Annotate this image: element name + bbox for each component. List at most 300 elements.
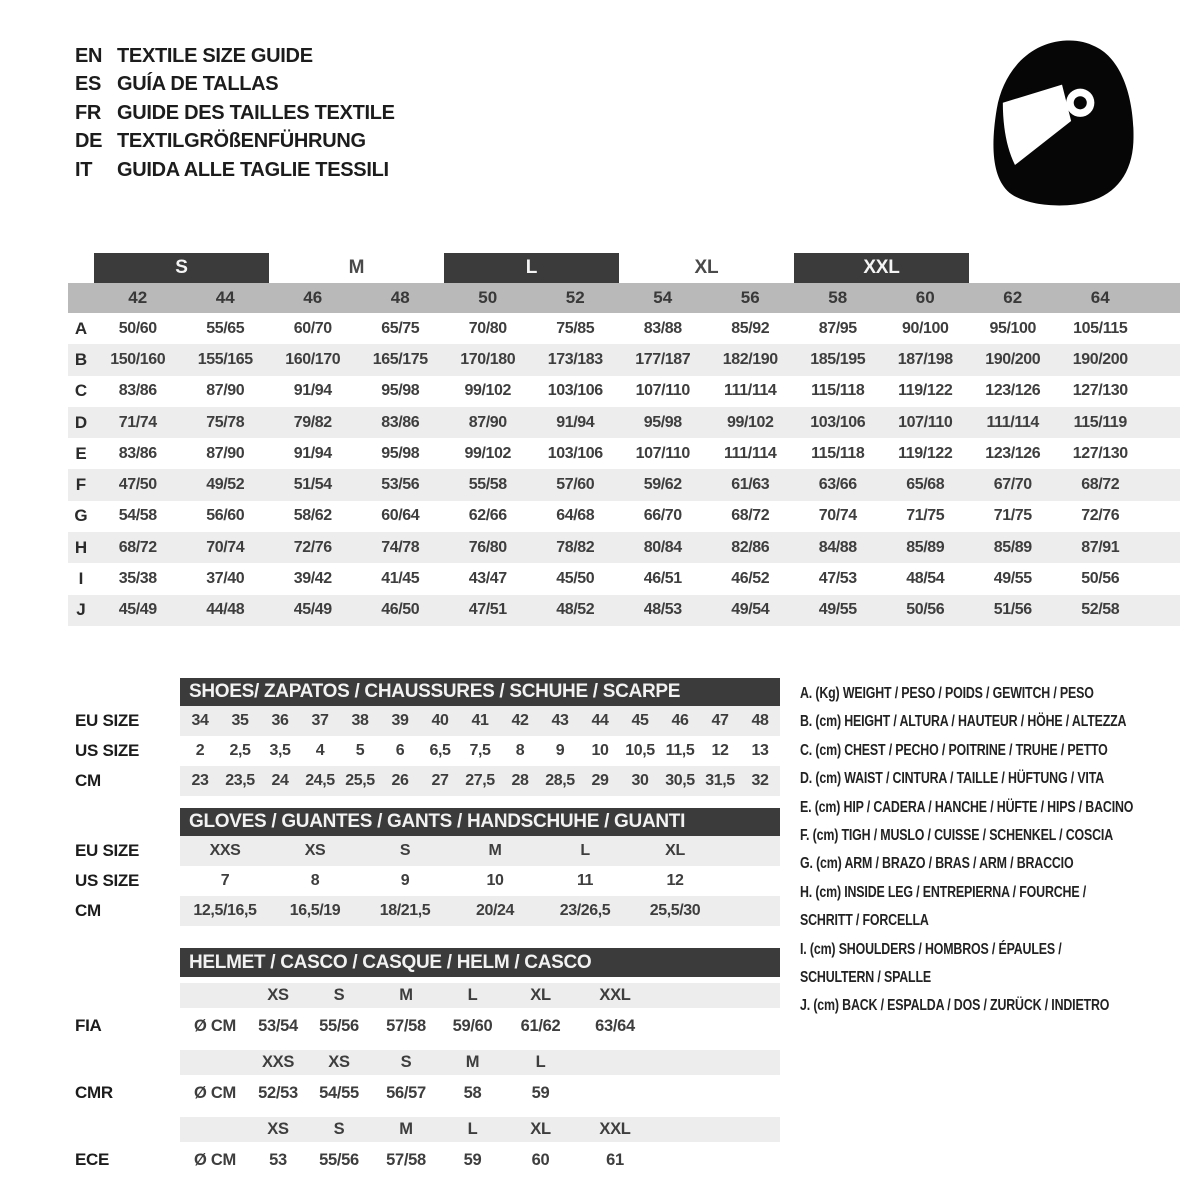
size-value: 111/114: [724, 444, 777, 462]
size-value: 20/24: [475, 902, 515, 919]
size-value: 115/118: [811, 444, 865, 462]
shoes-row-us-size: [75, 736, 780, 766]
size-value: 182/190: [722, 350, 778, 368]
size-value: 48/53: [643, 601, 682, 619]
legend-key: G.: [800, 855, 813, 873]
size-value: 68/72: [1081, 476, 1120, 494]
shoes-section: [75, 678, 780, 796]
legend-item-c: [800, 737, 1200, 765]
size-value: 46/52: [731, 570, 770, 588]
legend-unit: (cm): [815, 883, 841, 901]
size-value: 46/51: [643, 570, 682, 588]
size-value: 123/126: [985, 444, 1041, 462]
size-value: 66/70: [643, 507, 682, 525]
size-value: 38: [351, 712, 369, 729]
size-value: 6: [395, 742, 405, 759]
size-value: 27,5: [465, 772, 495, 789]
language-row: [75, 99, 395, 128]
size-value: 111/114: [986, 413, 1039, 431]
row-letter: F: [75, 475, 87, 495]
size-value: 7,5: [469, 742, 491, 759]
helmet-values: [180, 1008, 780, 1044]
row-letter: H: [74, 537, 88, 557]
shoes-section-title: SHOES/ ZAPATOS / CHAUSSURES / SCHUHE / SCARPE: [180, 678, 780, 706]
size-value: 11: [576, 872, 594, 889]
measurement-row-j: [68, 595, 1180, 626]
section-row-values: [180, 706, 780, 736]
size-value: 185/195: [810, 350, 866, 368]
size-value: 177/187: [635, 350, 691, 368]
helmet-unit-spacer: [180, 983, 250, 1008]
size-value: 10: [591, 742, 609, 759]
language-code: ES: [75, 73, 102, 96]
size-value: 95/100: [989, 319, 1037, 337]
legend-unit: (cm): [815, 741, 841, 759]
helmet-size-value: 52/53: [258, 1083, 298, 1102]
legend-unit: (cm): [809, 940, 836, 958]
size-value: 47/51: [468, 601, 507, 619]
legend-text: SHOULDERS / HOMBROS / ÉPAULES /: [838, 940, 1062, 958]
size-value: 45/49: [293, 601, 332, 619]
row-letter: G: [74, 506, 88, 526]
size-value: 95/98: [381, 382, 420, 400]
size-value: 43/47: [468, 570, 507, 588]
size-value: 48: [751, 712, 769, 729]
legend-unit: (Kg): [815, 685, 840, 702]
section-row-values: [180, 896, 780, 926]
helmet-size-label: XL: [530, 1120, 551, 1138]
size-value: 24,5: [305, 772, 335, 789]
helmet-sizes: [180, 983, 780, 1008]
numeric-size: 52: [565, 288, 585, 307]
size-value: 63/66: [818, 476, 857, 494]
size-value: 27: [431, 772, 449, 789]
numeric-size: 60: [915, 288, 935, 307]
size-value: 23/26,5: [559, 902, 611, 919]
measurement-row-b: [68, 344, 1180, 375]
size-value: 75/78: [206, 413, 245, 431]
size-value: 111/114: [724, 382, 777, 400]
helmet-standards-rows: [75, 983, 780, 1178]
helmet-size-label: S: [400, 1053, 412, 1071]
helmet-value-row-cmr: [75, 1075, 780, 1111]
measurement-row-c: [68, 376, 1180, 407]
size-value: 62/66: [468, 507, 507, 525]
size-value: 50/56: [1081, 570, 1120, 588]
helmet-size-value: 59: [531, 1083, 550, 1102]
size-value: 85/92: [731, 319, 770, 337]
language-title: TEXTILE SIZE GUIDE: [117, 44, 313, 67]
helmet-size-value: [576, 1075, 654, 1111]
language-title: GUIDA ALLE TAGLIE TESSILI: [117, 158, 389, 181]
language-title: GUÍA DE TALLAS: [117, 73, 279, 96]
size-value: 65/75: [381, 319, 420, 337]
size-value: 70/80: [468, 319, 507, 337]
size-value: XS: [304, 842, 326, 859]
helmet-size-label: S: [333, 986, 345, 1004]
language-code: FR: [75, 101, 102, 124]
numeric-size: 48: [390, 288, 410, 307]
diameter-unit-label: Ø CM: [194, 1150, 236, 1169]
legend-key: B.: [800, 713, 813, 731]
helmet-size-value: 60: [531, 1150, 550, 1169]
helmet-size-value: 58: [463, 1083, 482, 1102]
row-letter: J: [76, 600, 86, 620]
gloves-rows: [75, 836, 780, 926]
size-value: 49/55: [993, 570, 1032, 588]
legend-key: J.: [800, 997, 811, 1015]
size-value: 37/40: [206, 570, 245, 588]
numeric-size: 44: [215, 288, 235, 307]
legend-unit: (cm): [816, 855, 842, 873]
size-value: 160/170: [285, 350, 341, 368]
size-value: 83/88: [643, 319, 682, 337]
size-value: 23,5: [225, 772, 255, 789]
letter-size-xl: XL: [694, 257, 719, 278]
helmet-section-title: HELMET / CASCO / CASQUE / HELM / CASCO: [180, 948, 780, 977]
size-value: 72/76: [1081, 507, 1120, 525]
size-value: 68/72: [118, 538, 157, 556]
size-value: 46: [671, 712, 689, 729]
legend-item-b: [800, 708, 1200, 736]
letter-size-l: L: [444, 253, 619, 283]
helmet-row-label-spacer: [75, 1117, 180, 1142]
size-value: 9: [555, 742, 565, 759]
size-value: 74/78: [381, 538, 420, 556]
legend-unit: (cm): [815, 770, 841, 788]
size-value: 71/75: [993, 507, 1032, 525]
legend-item-e: [800, 794, 1200, 822]
size-value: 85/89: [906, 538, 945, 556]
helmet-size-label: L: [535, 1053, 546, 1071]
helmet-size-label: S: [333, 1120, 345, 1138]
language-row: [75, 156, 395, 185]
size-value: 45/50: [556, 570, 595, 588]
section-row-values: [180, 736, 780, 766]
helmet-size-header-row: [75, 1050, 780, 1075]
diameter-unit-label: Ø CM: [194, 1083, 236, 1102]
measurement-row-i: [68, 563, 1180, 594]
size-value: 115/119: [1073, 413, 1127, 431]
size-value: 187/198: [897, 350, 953, 368]
size-value: 44/48: [206, 601, 245, 619]
size-value: 99/102: [464, 444, 512, 462]
size-value: 34: [191, 712, 209, 729]
helmet-sizes: [180, 1050, 780, 1075]
letter-size-s: S: [94, 253, 269, 283]
helmet-size-label: L: [467, 986, 478, 1004]
size-value: 57/60: [556, 476, 595, 494]
helmet-size-value: 61/62: [520, 1016, 561, 1035]
size-value: 42: [511, 712, 529, 729]
size-value: 55/58: [468, 476, 507, 494]
language-row: [75, 128, 395, 157]
legend-key: I.: [800, 940, 807, 958]
size-value: 103/106: [547, 444, 603, 462]
size-value: 150/160: [110, 350, 166, 368]
legend-text: HIP / CADERA / HANCHE / HÜFTE / HIPS / BACINO: [843, 798, 1134, 816]
legend-unit: (cm): [814, 798, 841, 816]
legend-unit: (cm): [813, 997, 839, 1015]
letter-size-header: [68, 253, 1180, 283]
size-value: 43: [551, 712, 569, 729]
legend-text: ARM / BRAZO / BRAS / ARM / BRACCIO: [844, 855, 1074, 873]
size-value: 6,5: [429, 742, 451, 759]
helmet-size-value: 56/57: [386, 1083, 426, 1102]
numeric-size: 54: [653, 288, 673, 307]
size-value: 13: [751, 742, 769, 759]
size-value: 115/118: [811, 382, 865, 400]
helmet-value-row-ece: [75, 1142, 780, 1178]
legend-key: H.: [800, 883, 813, 901]
helmet-size-header-row: [75, 1117, 780, 1142]
size-value: 90/100: [901, 319, 949, 337]
size-value: 40: [431, 712, 449, 729]
size-value: 71/75: [906, 507, 945, 525]
size-value: 87/91: [1081, 538, 1120, 556]
gloves-section: [75, 808, 780, 926]
size-value: 8: [310, 872, 320, 889]
size-value: XXS: [209, 842, 241, 859]
row-letter: I: [78, 569, 84, 589]
row-letter: B: [74, 349, 88, 369]
shoes-row-eu-size: [75, 706, 780, 736]
size-value: 119/122: [898, 444, 953, 462]
language-code: IT: [75, 158, 93, 181]
helmet-size-value: 53/54: [258, 1016, 298, 1035]
shoes-rows: [75, 706, 780, 796]
legend-unit: (cm): [815, 713, 841, 731]
shoes-row-cm: [75, 766, 780, 796]
legend-item-i: [800, 936, 1200, 993]
measurement-row-a: [68, 313, 1180, 344]
size-value: 123/126: [985, 382, 1041, 400]
standard-label: CMR: [75, 1083, 113, 1102]
size-value: 80/84: [643, 538, 682, 556]
numeric-size: 42: [128, 288, 148, 307]
row-letter: A: [74, 318, 88, 338]
size-value: 119/122: [898, 382, 953, 400]
helmet-section: [75, 948, 780, 1178]
size-value: 83/86: [118, 444, 157, 462]
size-value: 87/90: [206, 444, 245, 462]
size-value: 2: [195, 742, 205, 759]
size-value: 4: [315, 742, 325, 759]
size-value: 78/82: [556, 538, 595, 556]
size-value: S: [399, 842, 411, 859]
legend-key: C.: [800, 741, 813, 759]
size-value: 2,5: [229, 742, 251, 759]
size-value: 58/62: [293, 507, 332, 525]
size-value: 48/54: [906, 570, 945, 588]
size-value: 41/45: [381, 570, 420, 588]
size-value: 103/106: [547, 382, 603, 400]
size-value: 53/56: [381, 476, 420, 494]
size-value: 16,5/19: [289, 902, 341, 919]
size-value: 59/62: [643, 476, 682, 494]
size-value: 60/64: [381, 507, 420, 525]
size-value: 7: [220, 872, 230, 889]
measurement-row-f: [68, 469, 1180, 500]
size-value: 70/74: [206, 538, 245, 556]
helmet-row-label-spacer: [75, 983, 180, 1008]
visor-pivot-dot: [1074, 96, 1087, 109]
size-value: 61/63: [731, 476, 770, 494]
helmet-size-label: [576, 1050, 654, 1075]
measurement-row-e: [68, 438, 1180, 469]
size-value: 190/200: [1072, 350, 1128, 368]
size-value: 12: [666, 872, 684, 889]
size-value: 11,5: [665, 742, 695, 759]
legend-text: WEIGHT / PESO / POIDS / GEWITCH / PESO: [842, 685, 1094, 702]
language-code: EN: [75, 44, 103, 67]
helmet-size-label: M: [399, 1120, 413, 1138]
gloves-row-eu-size: [75, 836, 780, 866]
size-value: 50/56: [906, 601, 945, 619]
size-value: 52/58: [1081, 601, 1120, 619]
section-row-label: CM: [75, 901, 101, 920]
size-value: 107/110: [635, 382, 690, 400]
size-value: 30,5: [665, 772, 695, 789]
legend-item-continuation: SCHRITT / FORCELLA: [800, 912, 929, 930]
language-code: DE: [75, 130, 103, 153]
size-value: 91/94: [556, 413, 595, 431]
size-value: 49/52: [206, 476, 245, 494]
size-value: 46/50: [381, 601, 420, 619]
size-value: M: [488, 842, 502, 859]
numeric-size: 58: [828, 288, 848, 307]
measurement-rows: [68, 313, 1180, 626]
size-value: 83/86: [381, 413, 420, 431]
legend-text: WAIST / CINTURA / TAILLE / HÜFTUNG / VITA: [844, 770, 1105, 788]
size-value: 32: [751, 772, 769, 789]
size-value: 170/180: [460, 350, 516, 368]
size-value: 25,5/30: [649, 902, 701, 919]
size-value: 39/42: [293, 570, 332, 588]
size-value: 75/85: [556, 319, 595, 337]
helmet-size-label: L: [467, 1120, 478, 1138]
section-row-label: CM: [75, 771, 101, 790]
size-value: 47/53: [818, 570, 857, 588]
legend-item-g: [800, 850, 1200, 878]
legend-key: F.: [800, 827, 810, 845]
size-value: 37: [311, 712, 329, 729]
helmet-size-header-row: [75, 983, 780, 1008]
legend-item-h: [800, 879, 1200, 936]
size-value: 99/102: [464, 382, 512, 400]
numeric-size: 46: [303, 288, 323, 307]
helmet-size-label: XS: [267, 1120, 289, 1138]
size-value: 50/60: [118, 319, 157, 337]
size-value: 35/38: [118, 570, 157, 588]
size-value: 76/80: [468, 538, 507, 556]
helmet-size-label: XXL: [599, 1120, 631, 1138]
size-value: 79/82: [293, 413, 332, 431]
language-title: GUIDE DES TAILLES TEXTILE: [117, 101, 395, 124]
helmet-size-label: M: [465, 1053, 480, 1071]
helmet-size-label: XXL: [599, 986, 631, 1004]
helmet-row-label-spacer: [75, 1050, 180, 1075]
numeric-size: 64: [1090, 288, 1110, 307]
row-letter: D: [74, 412, 88, 432]
helmet-sizes: [180, 1117, 780, 1142]
legend-item-j: [800, 992, 1200, 1020]
numeric-size: 56: [740, 288, 760, 307]
size-value: 72/76: [293, 538, 332, 556]
language-row: [75, 71, 395, 100]
helmet-size-value: 57/58: [386, 1150, 426, 1169]
size-value: 64/68: [556, 507, 595, 525]
size-value: 29: [591, 772, 609, 789]
size-value: 47: [711, 712, 729, 729]
size-value: 91/94: [293, 444, 332, 462]
size-value: XL: [665, 842, 685, 859]
size-value: 51/54: [293, 476, 332, 494]
helmet-size-label: XS: [267, 986, 289, 1004]
section-row-label: EU SIZE: [75, 841, 140, 860]
size-value: 41: [471, 712, 489, 729]
size-value: 8: [515, 742, 525, 759]
section-row-label: US SIZE: [75, 741, 140, 760]
legend-item-a: [800, 680, 1200, 708]
size-value: 87/95: [818, 319, 857, 337]
legend-text: BACK / ESPALDA / DOS / ZURÜCK / INDIETRO: [842, 997, 1110, 1015]
size-value: 18/21,5: [379, 902, 431, 919]
size-value: 60/70: [293, 319, 332, 337]
helmet-size-value: 55/56: [319, 1016, 359, 1035]
size-value: 71/74: [118, 413, 157, 431]
size-value: 48/52: [556, 601, 595, 619]
helmet-size-label: M: [399, 986, 413, 1004]
size-value: 39: [391, 712, 409, 729]
size-value: 95/98: [381, 444, 420, 462]
helmet-size-label: XL: [530, 986, 551, 1004]
section-row-values: [180, 836, 780, 866]
size-value: 95/98: [643, 413, 682, 431]
language-title: TEXTILGRÖßENFÜHRUNG: [117, 130, 366, 153]
helmet-size-value: 57/58: [386, 1016, 426, 1035]
legend-item-f: [800, 822, 1200, 850]
size-value: 155/165: [197, 350, 253, 368]
diameter-unit-label: Ø CM: [194, 1016, 236, 1035]
size-value: 47/50: [118, 476, 157, 494]
size-value: 165/175: [372, 350, 428, 368]
section-row-label: US SIZE: [75, 871, 140, 890]
letter-size-xxl: XXL: [794, 253, 969, 283]
measurement-row-d: [68, 407, 1180, 438]
size-value: 5: [355, 742, 365, 759]
section-row-values: [180, 766, 780, 796]
size-value: 107/110: [898, 413, 953, 431]
helmet-size-value: 54/55: [319, 1083, 359, 1102]
legend-text: CHEST / PECHO / POITRINE / TRUHE / PETTO: [844, 741, 1108, 759]
size-value: 87/90: [206, 382, 245, 400]
size-value: 105/115: [1073, 319, 1128, 337]
legend-text: INSIDE LEG / ENTREPIERNA / FOURCHE /: [844, 883, 1087, 901]
size-value: 3,5: [269, 742, 291, 759]
helmet-icon-svg: [983, 36, 1135, 206]
size-value: 67/70: [993, 476, 1032, 494]
helmet-size-value: 59: [463, 1150, 482, 1169]
legend-text: TIGH / MUSLO / CUISSE / SCHENKEL / COSCIA: [841, 827, 1114, 845]
row-letter: E: [75, 443, 87, 463]
helmet-values: [180, 1142, 780, 1178]
helmet-size-value: 63/64: [595, 1016, 635, 1035]
gloves-section-title: GLOVES / GUANTES / GANTS / HANDSCHUHE / GUANTI: [180, 808, 780, 836]
size-value: 45: [631, 712, 649, 729]
size-value: 44: [591, 712, 609, 729]
size-value: 91/94: [293, 382, 332, 400]
